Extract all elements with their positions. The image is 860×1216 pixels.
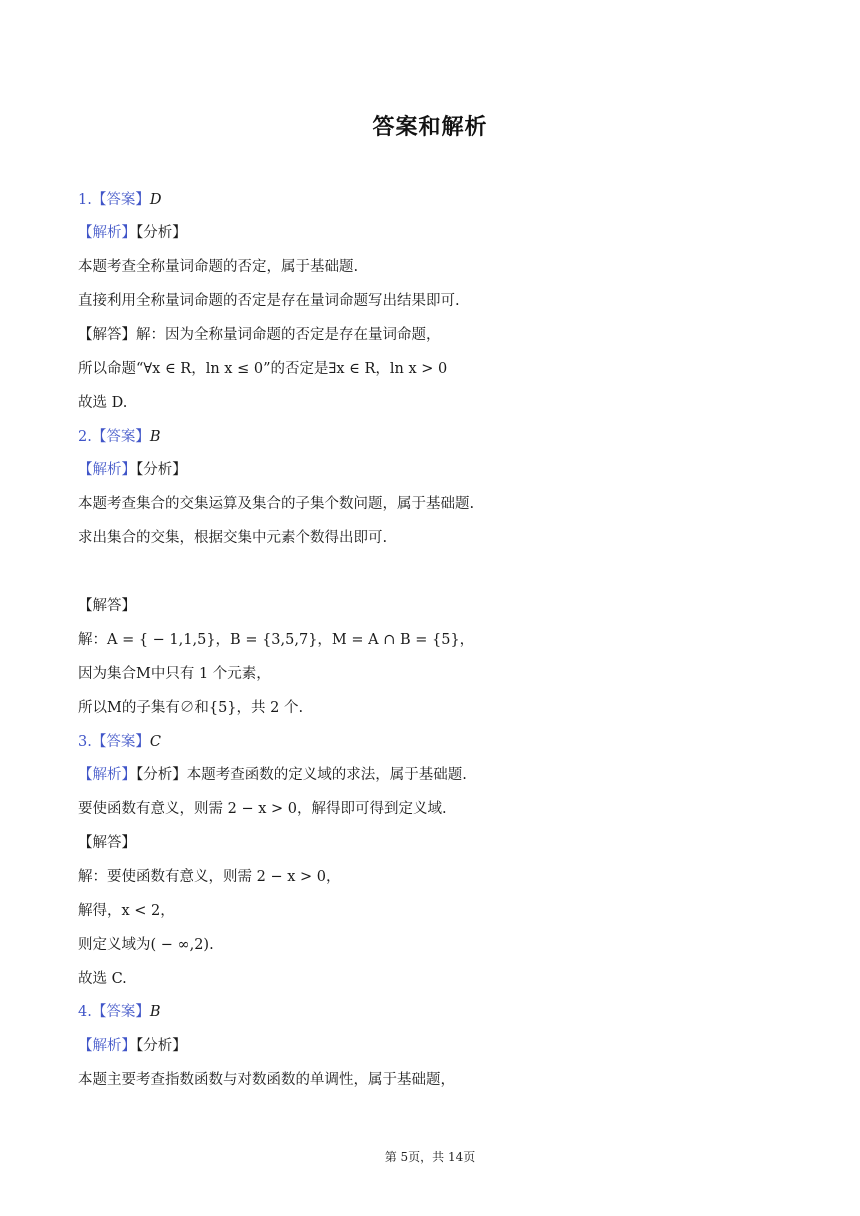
q1-number: 1. [78, 192, 92, 208]
q2-jiexi-tag: 【解析】 [78, 462, 136, 478]
q2-answer-line [78, 426, 161, 448]
q2-answer-tag: 【答案】 [91, 429, 150, 445]
q4-text-1: 本题主要考查指数函数与对数函数的单调性，属于基础题， [78, 1072, 455, 1088]
q3-answer-line [78, 731, 161, 753]
q3-text-3: 【解答】 [78, 835, 136, 851]
q3-text-6: 则定义域为( − ∞,2). [78, 937, 214, 953]
q2-answer-value: B [149, 429, 161, 445]
q2-fenxi-tag: 【分析】 [136, 462, 187, 478]
q2-text-2: 求出集合的交集，根据交集中元素个数得出即可. [78, 530, 388, 546]
q4-answer-value: B [149, 1004, 161, 1020]
q1-text-1: 本题考查全称量词命题的否定，属于基础题. [78, 259, 359, 275]
q3-text-5: 解得，x < 2， [78, 903, 175, 919]
q3-answer-value: C [149, 734, 161, 750]
q1-answer-value: D [149, 192, 162, 208]
q1-answer-line [78, 189, 161, 211]
q4-analysis-line [78, 1035, 187, 1057]
q1-answer-tag: 【答案】 [91, 192, 150, 208]
q3-text-1: 【分析】本题考查函数的定义域的求法，属于基础题. [136, 767, 467, 783]
q2-text-5: 因为集合M中只有 1 个元素， [78, 666, 271, 682]
page-footer: 第 5页，共 14页 [384, 1150, 476, 1164]
q1-text-5: 故选 D. [78, 395, 128, 411]
q4-jiexi-tag: 【解析】 [78, 1038, 136, 1054]
q2-text-3: 【解答】 [78, 598, 136, 614]
q4-fenxi-tag: 【分析】 [136, 1038, 187, 1054]
q3-text-7: 故选 C. [78, 971, 127, 987]
q3-jiexi-tag: 【解析】 [78, 767, 136, 783]
q3-answer-tag: 【答案】 [91, 734, 150, 750]
q3-text-4: 解：要使函数有意义，则需 2 − x > 0， [78, 869, 341, 885]
q2-text-1: 本题考查集合的交集运算及集合的子集个数问题，属于基础题. [78, 496, 475, 512]
q4-number: 4. [78, 1004, 92, 1020]
q4-answer-line [78, 1001, 161, 1023]
q2-text-4: 解：A = { − 1,1,5}，B = {3,5,7}，M = A ∩ B = {5}， [78, 632, 475, 648]
q3-text-2: 要使函数有意义，则需 2 − x > 0，解得即可得到定义域. [78, 801, 447, 817]
q1-jiexi-tag: 【解析】 [78, 225, 136, 241]
q1-text-4: 所以命题“∀x ∈ R，ln x ≤ 0”的否定是∃x ∈ R，ln x > 0 [78, 361, 448, 377]
q2-number: 2. [78, 429, 92, 445]
q1-fenxi-tag: 【分析】 [136, 225, 187, 241]
q1-analysis-line [78, 222, 187, 244]
q1-text-3: 【解答】解：因为全称量词命题的否定是存在量词命题， [78, 327, 441, 343]
q4-answer-tag: 【答案】 [91, 1004, 150, 1020]
q1-text-2: 直接利用全称量词命题的否定是存在量词命题写出结果即可. [78, 293, 460, 309]
q2-analysis-line [78, 459, 187, 481]
page-title: 答案和解析 [372, 115, 488, 140]
q3-analysis-line [78, 764, 467, 786]
q3-number: 3. [78, 734, 92, 750]
q2-text-6: 所以M的子集有∅和{5}，共 2 个. [78, 700, 304, 716]
